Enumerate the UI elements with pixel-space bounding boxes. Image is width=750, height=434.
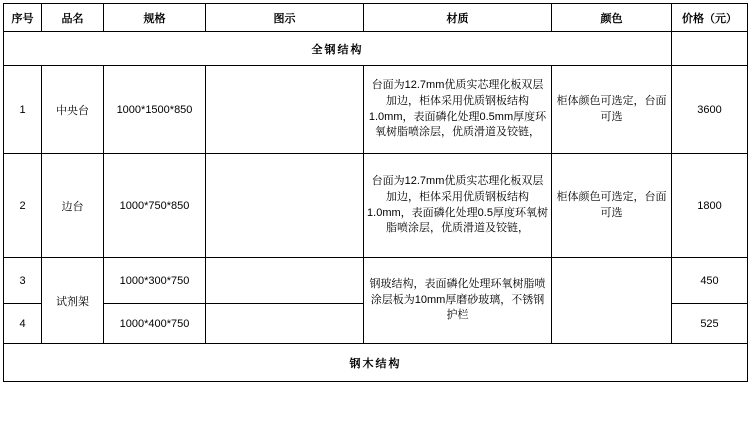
column-header-material: 材质 bbox=[364, 4, 552, 32]
cell-color-1: 柜体颜色可选定，台面可选 bbox=[552, 66, 672, 154]
cell-image-2 bbox=[206, 154, 364, 258]
section-price-blank bbox=[672, 32, 748, 66]
column-header-spec: 规格 bbox=[104, 4, 206, 32]
cell-color-2: 柜体颜色可选定，台面可选 bbox=[552, 154, 672, 258]
cell-index-3: 3 bbox=[4, 258, 42, 304]
cell-material-1: 台面为12.7mm优质实芯理化板双层加边，柜体采用优质钢板结构1.0mm，表面磷化处理0.5mm厚度环氧树脂喷涂层，优质滑道及铰链， bbox=[364, 66, 552, 154]
section-title-steel-wood: 钢木结构 bbox=[4, 344, 748, 382]
section-row-steel bbox=[4, 32, 748, 66]
cell-name-1: 中央台 bbox=[42, 66, 104, 154]
cell-spec-1: 1000*1500*850 bbox=[104, 66, 206, 154]
cell-image-3 bbox=[206, 258, 364, 304]
cell-name-3: 试剂架 bbox=[42, 258, 104, 344]
table-row bbox=[4, 258, 748, 304]
cell-price-3: 450 bbox=[672, 258, 748, 304]
cell-material-3: 钢玻结构，表面磷化处理环氧树脂喷涂层板为10mm厚磨砂玻璃，不锈钢护栏 bbox=[364, 258, 552, 344]
cell-name-2: 边台 bbox=[42, 154, 104, 258]
section-row-steel-wood bbox=[4, 344, 748, 382]
cell-index-4: 4 bbox=[4, 304, 42, 344]
column-header-image: 图示 bbox=[206, 4, 364, 32]
cell-color-3 bbox=[552, 258, 672, 344]
cell-spec-4: 1000*400*750 bbox=[104, 304, 206, 344]
cell-index-2: 2 bbox=[4, 154, 42, 258]
table-row bbox=[4, 66, 748, 154]
section-title-steel: 全钢结构 bbox=[4, 32, 672, 66]
cell-price-4: 525 bbox=[672, 304, 748, 344]
table-header-row bbox=[4, 4, 748, 32]
column-header-index: 序号 bbox=[4, 4, 42, 32]
cell-price-2: 1800 bbox=[672, 154, 748, 258]
cell-index-1: 1 bbox=[4, 66, 42, 154]
column-header-price: 价格（元） bbox=[672, 4, 748, 32]
cell-spec-3: 1000*300*750 bbox=[104, 258, 206, 304]
column-header-color: 颜色 bbox=[552, 4, 672, 32]
cell-image-4 bbox=[206, 304, 364, 344]
cell-image-1 bbox=[206, 66, 364, 154]
price-sheet bbox=[0, 3, 750, 434]
table-row bbox=[4, 154, 748, 258]
cell-price-1: 3600 bbox=[672, 66, 748, 154]
column-header-name: 品名 bbox=[42, 4, 104, 32]
product-price-table bbox=[3, 3, 748, 382]
cell-spec-2: 1000*750*850 bbox=[104, 154, 206, 258]
cell-material-2: 台面为12.7mm优质实芯理化板双层加边，柜体采用优质钢板结构1.0mm，表面磷化处理0.5厚度环氧树脂喷涂层，优质滑道及铰链， bbox=[364, 154, 552, 258]
